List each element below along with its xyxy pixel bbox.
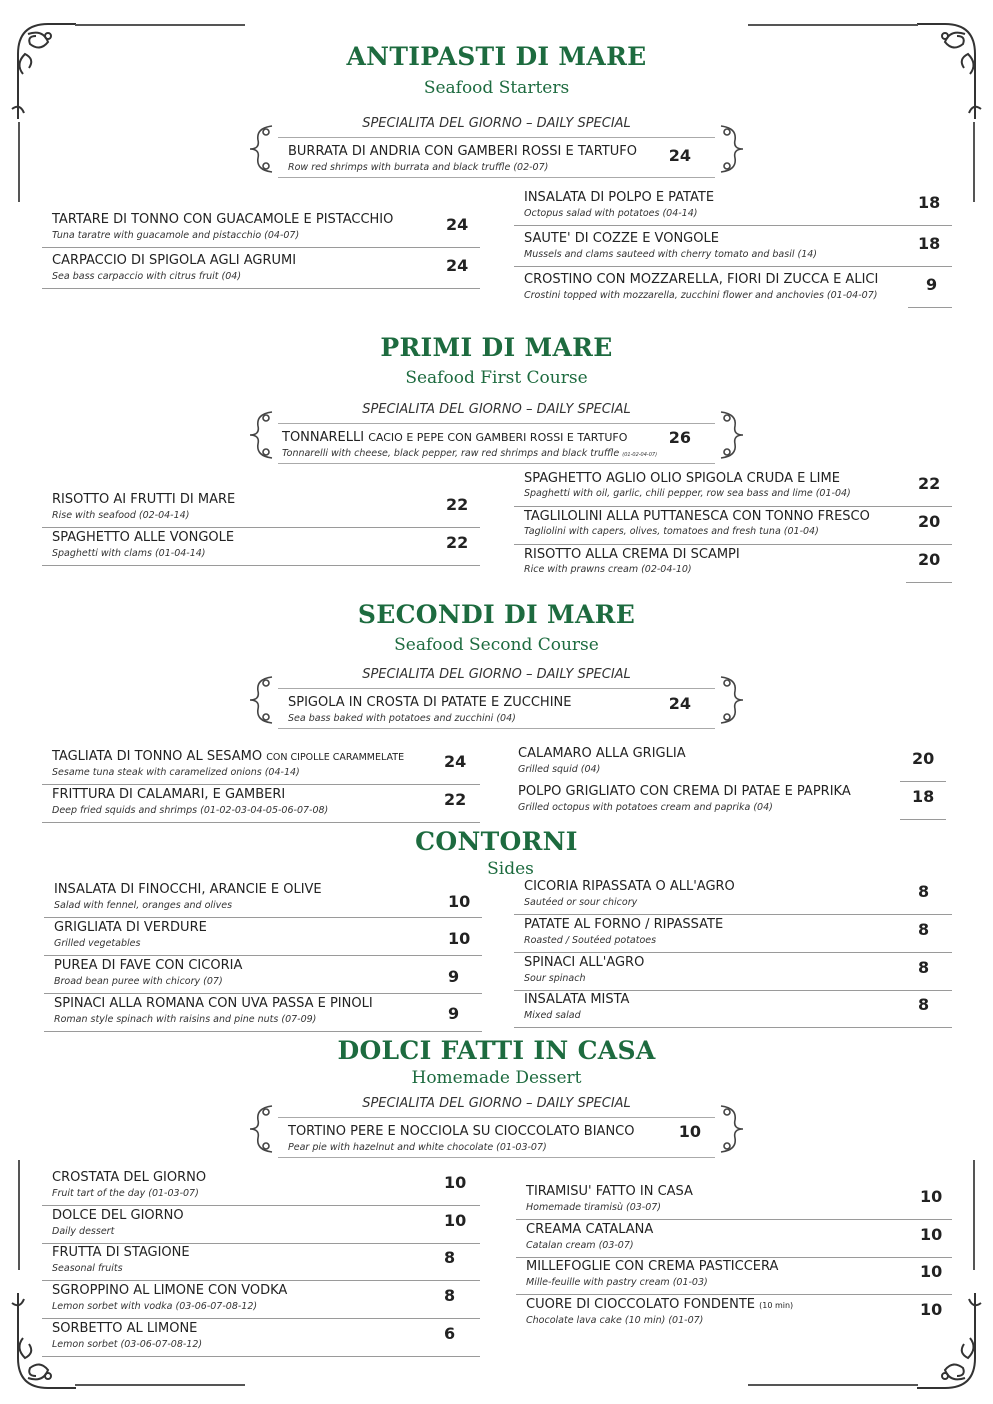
border-top-right	[748, 24, 918, 26]
daily-special-header: SPECIALITA DEL GIORNO – DAILY SPECIAL	[362, 116, 631, 131]
section-subtitle-secondi: Seafood Second Course	[394, 635, 599, 655]
item-name: TARTARE DI TONNO CON GUACAMOLE E PISTACCHIO	[52, 212, 394, 227]
item-price: 10	[444, 1173, 467, 1192]
item-price: 10	[920, 1262, 943, 1281]
item-name: SPINACI ALL'AGRO	[524, 955, 645, 970]
item-desc: Lemon sorbet (03-06-07-08-12)	[52, 1339, 203, 1350]
scroll-ornament-right-icon	[717, 408, 747, 462]
item-desc: Roasted / Soutéed potatoes	[524, 935, 657, 946]
special-dish-name: TORTINO PERE E NOCCIOLA SU CIOCCOLATO BIANCO	[288, 1124, 635, 1139]
item-name: SGROPPINO AL LIMONE CON VODKA	[52, 1283, 288, 1298]
item-desc: Homemade tiramisù (03-07)	[526, 1202, 662, 1213]
daily-special-antipasti	[244, 116, 749, 178]
item-desc: Grilled vegetables	[54, 938, 141, 949]
item-name: SPINACI ALLA ROMANA CON UVA PASSA E PINOLI	[54, 996, 373, 1011]
item-name: GRIGLIATA DI VERDURE	[54, 920, 207, 935]
special-rule-bottom	[278, 463, 715, 464]
item-name: SORBETTO AL LIMONE	[52, 1321, 198, 1336]
special-dish-name	[282, 430, 627, 445]
section-title-primi: PRIMI DI MARE	[380, 333, 613, 362]
special-dish-name: SPIGOLA IN CROSTA DI PATATE E ZUCCHINE	[288, 695, 572, 710]
menu-item	[44, 880, 482, 918]
item-name: FRITTURA DI CALAMARI, E GAMBERI	[52, 787, 286, 802]
item-price: 22	[918, 474, 941, 493]
item-desc: Sautéed or sour chicory	[524, 897, 638, 908]
border-bottom-left	[75, 1384, 245, 1386]
item-desc: Tagliolini with capers, olives, tomatoes and fresh tuna (01-04)	[524, 526, 819, 537]
special-rule-top	[278, 688, 715, 689]
item-desc: Roman style spinach with raisins and pine nuts (07-09)	[54, 1014, 317, 1025]
special-dish-desc	[282, 448, 657, 459]
item-price: 22	[446, 533, 469, 552]
item-price: 10	[448, 892, 471, 911]
menu-item	[514, 953, 952, 991]
scroll-ornament-left-icon	[246, 1102, 276, 1156]
item-name: PUREA DI FAVE CON CICORIA	[54, 958, 243, 973]
item-desc: Deep fried squids and shrimps (01-02-03-04-05-06-07-08)	[52, 805, 329, 816]
special-rule-bottom	[278, 728, 715, 729]
item-name-main: TAGLIATA DI TONNO AL SESAMO	[52, 749, 263, 764]
item-price: 9	[448, 967, 460, 986]
item-price: 9	[926, 275, 938, 294]
menu-item	[516, 1220, 952, 1258]
item-price: 10	[444, 1211, 467, 1230]
item-desc: Daily dessert	[52, 1226, 115, 1237]
item-name: CARPACCIO DI SPIGOLA AGLI AGRUMI	[52, 253, 297, 268]
menu-item	[42, 528, 480, 566]
item-rule	[514, 266, 952, 267]
item-desc: Mille-feuille with pastry cream (01-03)	[526, 1277, 708, 1288]
item-rule	[514, 225, 952, 226]
special-dish-name-main: TONNARELLI	[282, 430, 365, 445]
section-subtitle-primi: Seafood First Course	[405, 368, 588, 388]
special-dish-desc: Sea bass baked with potatoes and zucchini (04)	[288, 713, 516, 724]
item-desc: Seasonal fruits	[52, 1263, 123, 1274]
special-rule-bottom	[278, 177, 715, 178]
menu-item	[514, 507, 952, 545]
item-name: TIRAMISU' FATTO IN CASA	[526, 1184, 693, 1199]
item-price: 20	[912, 749, 935, 768]
menu-item	[514, 545, 952, 583]
item-desc: Rice with prawns cream (02-04-10)	[524, 564, 692, 575]
section-subtitle-contorni: Sides	[487, 859, 534, 879]
menu-item	[42, 785, 480, 823]
item-desc: Broad bean puree with chicory (07)	[54, 976, 223, 987]
item-name: CROSTINO CON MOZZARELLA, FIORI DI ZUCCA E ALICI	[524, 272, 879, 287]
daily-special-header: SPECIALITA DEL GIORNO – DAILY SPECIAL	[362, 402, 631, 417]
menu-item	[514, 229, 952, 267]
scroll-ornament-left-icon	[246, 673, 276, 727]
item-name: CREAMA CATALANA	[526, 1222, 654, 1237]
item-desc: Spaghetti with oil, garlic, chili pepper, row sea bass and lime (01-04)	[524, 488, 851, 499]
special-rule-top	[278, 1117, 715, 1118]
item-desc: Chocolate lava cake (10 min) (01-07)	[526, 1315, 704, 1326]
item-price: 8	[918, 995, 930, 1014]
scroll-ornament-left-icon	[246, 122, 276, 176]
item-price: 22	[446, 495, 469, 514]
item-desc: Fruit tart of the day (01-03-07)	[52, 1188, 199, 1199]
item-name: SAUTE' DI COZZE E VONGOLE	[524, 231, 719, 246]
item-price: 8	[918, 958, 930, 977]
item-rule	[906, 582, 952, 583]
item-price: 22	[444, 790, 467, 809]
item-name-small: (10 min)	[759, 1301, 794, 1310]
special-dish-desc: Pear pie with hazelnut and white chocolate (01-03-07)	[288, 1142, 547, 1153]
item-name: SPAGHETTO AGLIO OLIO SPIGOLA CRUDA E LIME	[524, 471, 840, 486]
item-price: 18	[912, 787, 935, 806]
menu-item	[42, 1243, 480, 1281]
item-desc: Sea bass carpaccio with citrus fruit (04)	[52, 271, 242, 282]
item-name: CICORIA RIPASSATA O ALL'AGRO	[524, 879, 735, 894]
item-price: 10	[920, 1300, 943, 1319]
menu-item	[42, 1281, 480, 1319]
section-title-dolci: DOLCI FATTI IN CASA	[337, 1036, 656, 1065]
item-name: INSALATA MISTA	[524, 992, 630, 1007]
item-desc: Spaghetti with clams (01-04-14)	[52, 548, 206, 559]
item-price: 24	[446, 256, 469, 275]
special-dish-allergens: (01-02-04-07)	[622, 452, 658, 458]
item-rule	[42, 288, 480, 289]
item-rule	[42, 1356, 480, 1357]
item-price: 10	[920, 1187, 943, 1206]
section-subtitle-antipasti: Seafood Starters	[423, 78, 570, 98]
section-title-contorni: CONTORNI	[415, 827, 578, 856]
border-left-bottom	[18, 1160, 20, 1270]
special-dish-price: 24	[668, 694, 691, 713]
item-name: POLPO GRIGLIATO CON CREMA DI PATAE E PAPRIKA	[518, 784, 851, 799]
menu-item	[42, 251, 480, 289]
item-rule	[42, 565, 480, 566]
menu-item	[516, 1257, 952, 1295]
item-desc: Catalan cream (03-07)	[526, 1240, 634, 1251]
item-desc: Grilled octopus with potatoes cream and paprika (04)	[518, 802, 773, 813]
section-title-secondi: SECONDI DI MARE	[357, 600, 636, 629]
menu-item	[514, 877, 952, 915]
menu-item	[42, 210, 480, 248]
border-right-top	[973, 122, 975, 202]
daily-special-header: SPECIALITA DEL GIORNO – DAILY SPECIAL	[362, 667, 631, 682]
menu-item	[44, 918, 482, 956]
border-bottom-right	[748, 1384, 918, 1386]
item-name: DOLCE DEL GIORNO	[52, 1208, 184, 1223]
item-name: INSALATA DI POLPO E PATATE	[524, 190, 715, 205]
item-name: RISOTTO ALLA CREMA DI SCAMPI	[524, 547, 740, 562]
item-desc: Sour spinach	[524, 973, 586, 984]
special-dish-price: 10	[678, 1122, 701, 1141]
menu-item	[514, 469, 952, 507]
item-name: CROSTATA DEL GIORNO	[52, 1170, 207, 1185]
special-dish-price: 24	[668, 146, 691, 165]
item-price: 10	[920, 1225, 943, 1244]
section-title-antipasti: ANTIPASTI DI MARE	[346, 42, 647, 71]
item-price: 18	[918, 193, 941, 212]
scroll-ornament-right-icon	[717, 1102, 747, 1156]
item-desc: Mussels and clams sauteed with cherry tomato and basil (14)	[524, 249, 818, 260]
item-price: 20	[918, 550, 941, 569]
item-price: 8	[918, 920, 930, 939]
item-rule	[514, 1027, 952, 1028]
menu-item	[514, 990, 952, 1028]
item-rule	[44, 1031, 482, 1032]
item-name: TAGLILOLINI ALLA PUTTANESCA CON TONNO FRESCO	[524, 509, 870, 524]
menu-item	[516, 1295, 952, 1333]
item-rule	[42, 247, 480, 248]
item-price: 9	[448, 1004, 460, 1023]
daily-special-secondi	[244, 667, 749, 729]
menu-item	[508, 744, 946, 782]
special-dish-name: BURRATA DI ANDRIA CON GAMBERI ROSSI E TARTUFO	[288, 144, 637, 159]
menu-item	[516, 1182, 952, 1220]
special-dish-desc: Row red shrimps with burrata and black truffle (02-07)	[288, 162, 549, 173]
daily-special-header: SPECIALITA DEL GIORNO – DAILY SPECIAL	[362, 1096, 631, 1111]
special-rule-bottom	[278, 1157, 715, 1158]
item-rule	[42, 822, 480, 823]
item-desc: Rise with seafood (02-04-14)	[52, 510, 190, 521]
item-price: 24	[446, 215, 469, 234]
special-rule-top	[278, 137, 715, 138]
menu-item	[508, 782, 946, 820]
item-name: RISOTTO AI FRUTTI DI MARE	[52, 492, 236, 507]
border-left-top	[18, 122, 20, 202]
border-right-bottom	[973, 1160, 975, 1270]
item-name-main: CUORE DI CIOCCOLATO FONDENTE	[526, 1297, 755, 1312]
item-price: 18	[918, 234, 941, 253]
item-price: 8	[444, 1286, 456, 1305]
menu-item	[42, 1319, 480, 1357]
menu-item	[42, 1206, 480, 1244]
item-name: MILLEFOGLIE CON CREMA PASTICCERA	[526, 1259, 779, 1274]
menu-item	[42, 1168, 480, 1206]
item-desc: Lemon sorbet with vodka (03-06-07-08-12)	[52, 1301, 258, 1312]
item-desc: Tuna taratre with guacamole and pistacchio (04-07)	[52, 230, 300, 241]
item-price: 6	[444, 1324, 456, 1343]
scroll-ornament-right-icon	[717, 673, 747, 727]
daily-special-dolci	[244, 1096, 749, 1158]
menu-item	[42, 490, 480, 528]
item-desc: Sesame tuna steak with caramelized onions (04-14)	[52, 767, 300, 778]
menu-item	[42, 747, 480, 785]
item-name	[52, 749, 404, 764]
item-price: 8	[444, 1248, 456, 1267]
item-name: PATATE AL FORNO / RIPASSATE	[524, 917, 724, 932]
menu-item	[514, 915, 952, 953]
menu-item	[44, 994, 482, 1032]
item-desc: Salad with fennel, oranges and olives	[54, 900, 233, 911]
item-price: 8	[918, 882, 930, 901]
special-dish-desc-main: Tonnarelli with cheese, black pepper, raw red shrimps and black truffle	[282, 448, 620, 459]
item-name: SPAGHETTO ALLE VONGOLE	[52, 530, 235, 545]
item-rule	[900, 819, 946, 820]
menu-item	[514, 188, 952, 226]
menu-item	[514, 270, 952, 308]
section-subtitle-dolci: Homemade Dessert	[411, 1068, 582, 1088]
menu-item	[44, 956, 482, 994]
item-price: 10	[448, 929, 471, 948]
scroll-ornament-left-icon	[246, 408, 276, 462]
item-name: CALAMARO ALLA GRIGLIA	[518, 746, 686, 761]
item-desc: Grilled squid (04)	[518, 764, 601, 775]
special-rule-top	[278, 423, 715, 424]
item-price: 24	[444, 752, 467, 771]
item-name: INSALATA DI FINOCCHI, ARANCIE E OLIVE	[54, 882, 322, 897]
scroll-ornament-right-icon	[717, 122, 747, 176]
item-name	[526, 1297, 793, 1312]
item-name-small: CON CIPOLLE CARAMMELATE	[266, 752, 405, 763]
border-top-left	[75, 24, 245, 26]
special-dish-price: 26	[668, 428, 691, 447]
item-name: FRUTTA DI STAGIONE	[52, 1245, 190, 1260]
daily-special-primi	[244, 402, 749, 464]
special-dish-name-small: CACIO E PEPE CON GAMBERI ROSSI E TARTUFO	[368, 431, 628, 444]
item-price: 20	[918, 512, 941, 531]
item-desc: Mixed salad	[524, 1010, 581, 1021]
item-rule	[908, 307, 952, 308]
item-desc: Octopus salad with potatoes (04-14)	[524, 208, 698, 219]
item-desc: Crostini topped with mozzarella, zucchini flower and anchovies (01-04-07)	[524, 290, 878, 301]
